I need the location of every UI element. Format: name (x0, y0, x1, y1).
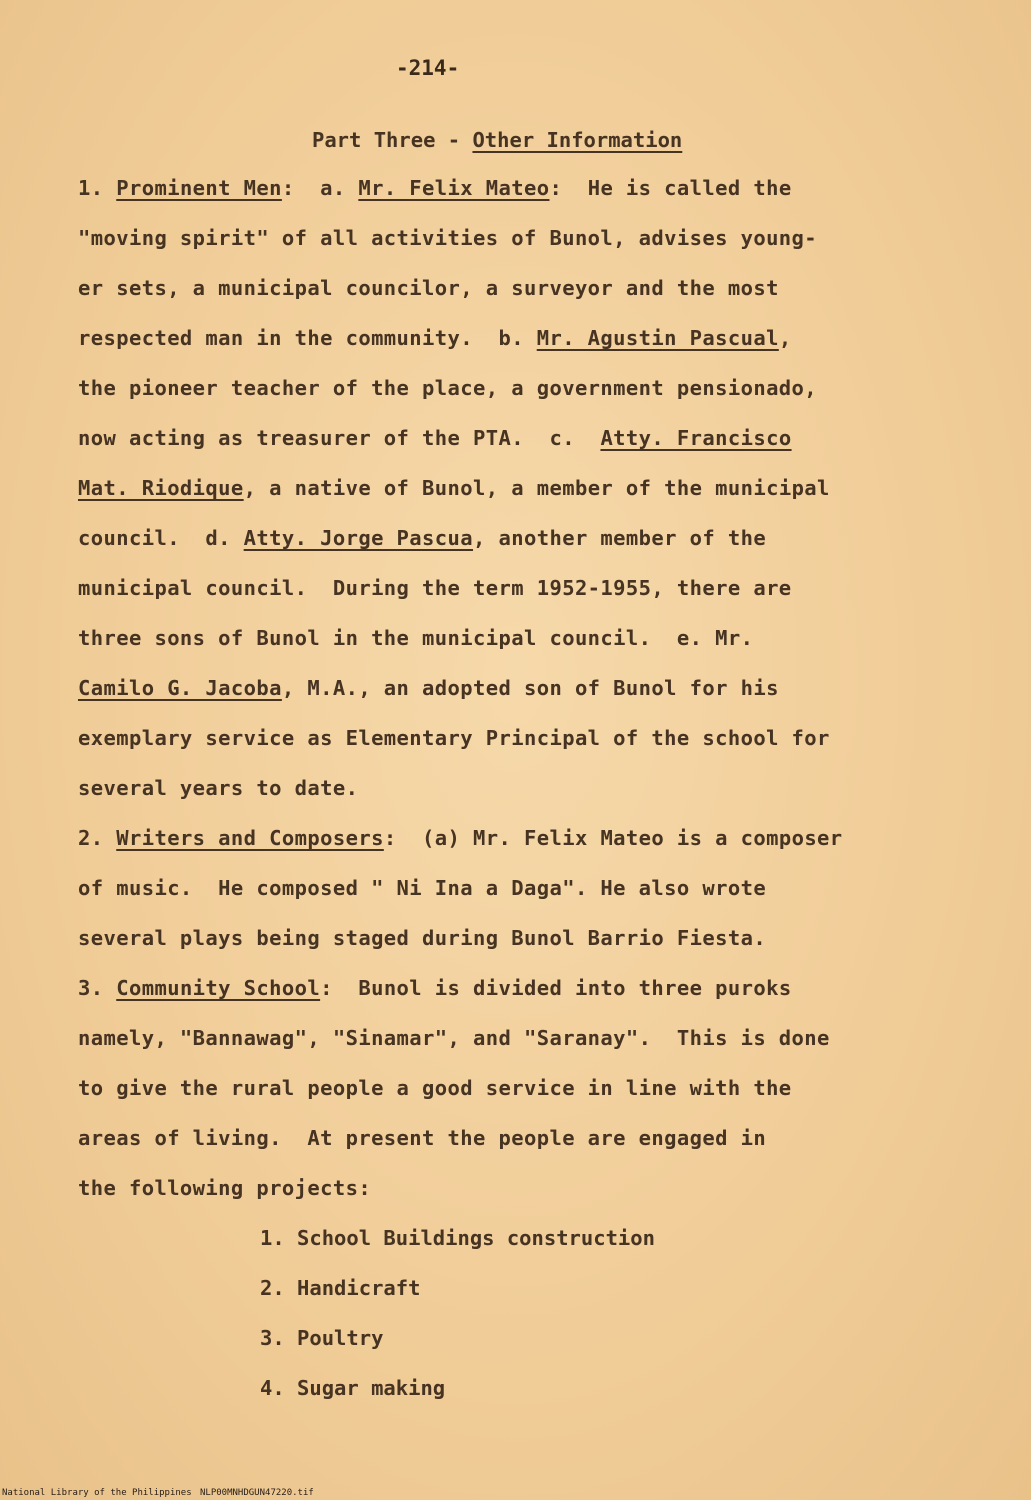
text-span: respected man in the community. b. (78, 326, 537, 350)
heading-prefix: Part Three - (312, 128, 473, 152)
heading-underlined: Other Information (472, 128, 683, 152)
text-span: : (a) Mr. Felix Mateo is a composer (383, 826, 843, 850)
text-span: : a. (281, 176, 359, 200)
project-item: 2. Handicraft (260, 1276, 421, 1300)
text-line-19: to give the rural people a good service in line with the (78, 1076, 792, 1100)
text-span: now acting as treasurer of the PTA. c. (78, 426, 601, 450)
section-heading (312, 128, 682, 152)
name-camilo-jacoba: Camilo G. Jacoba (78, 676, 282, 700)
text-line-18: namely, "Bannawag", "Sinamar", and "Saranay". This is done (78, 1026, 830, 1050)
text-line-10: three sons of Bunol in the municipal council. e. Mr. (78, 626, 754, 650)
project-item: 1. School Buildings construction (260, 1226, 655, 1250)
prominent-men-label: Prominent Men (116, 176, 282, 200)
writers-composers-label: Writers and Composers (116, 826, 384, 850)
text-line-17 (78, 976, 792, 1000)
text-line-6 (78, 426, 792, 450)
name-francisco: Atty. Francisco (600, 426, 792, 450)
text-line-21: the following projects: (78, 1176, 372, 1200)
page-number: -214- (396, 56, 460, 80)
text-span: 2. (78, 826, 117, 850)
text-line-5: the pioneer teacher of the place, a government pensionado, (78, 376, 818, 400)
name-riodique: Mat. Riodique (78, 476, 244, 500)
text-span: , another member of the (473, 526, 767, 550)
text-line-16: several plays being staged during Bunol Barrio Fiesta. (78, 926, 767, 950)
text-line-20: areas of living. At present the people are engaged in (78, 1126, 767, 1150)
text-line-14 (78, 826, 843, 850)
footer-library-name: National Library of the Philippines (2, 1488, 192, 1498)
text-span: 1. (78, 176, 117, 200)
text-span: : Bunol is divided into three puroks (320, 976, 792, 1000)
community-school-label: Community School (116, 976, 321, 1000)
name-jorge-pascua: Atty. Jorge Pascua (243, 526, 474, 550)
project-item: 4. Sugar making (260, 1376, 446, 1400)
text-line-7 (78, 476, 830, 500)
name-felix-mateo: Mr. Felix Mateo (358, 176, 550, 200)
footer-file-name: NLP00MNHDGUN47220.tif (200, 1488, 314, 1498)
text-line-4 (78, 326, 792, 350)
text-span: , (778, 326, 792, 350)
name-agustin-pascual: Mr. Agustin Pascual (536, 326, 779, 350)
text-span: council. d. (78, 526, 244, 550)
text-line-11 (78, 676, 779, 700)
text-span: , M.A., an adopted son of Bunol for his (281, 676, 779, 700)
text-line-3: er sets, a municipal councilor, a surveyor and the most (78, 276, 779, 300)
text-line-9: municipal council. During the term 1952-1955, there are (78, 576, 792, 600)
text-line-2: "moving spirit" of all activities of Bunol, advises young- (78, 226, 818, 250)
text-span: 3. (78, 976, 117, 1000)
text-line-8 (78, 526, 766, 550)
text-line-1 (78, 176, 792, 200)
text-line-15: of music. He composed " Ni Ina a Daga". He also wrote (78, 876, 767, 900)
text-span: : He is called the (549, 176, 792, 200)
text-line-12: exemplary service as Elementary Principal of the school for (78, 726, 830, 750)
text-line-13: several years to date. (78, 776, 359, 800)
text-span: , a native of Bunol, a member of the municipal (243, 476, 830, 500)
project-item: 3. Poultry (260, 1326, 384, 1350)
